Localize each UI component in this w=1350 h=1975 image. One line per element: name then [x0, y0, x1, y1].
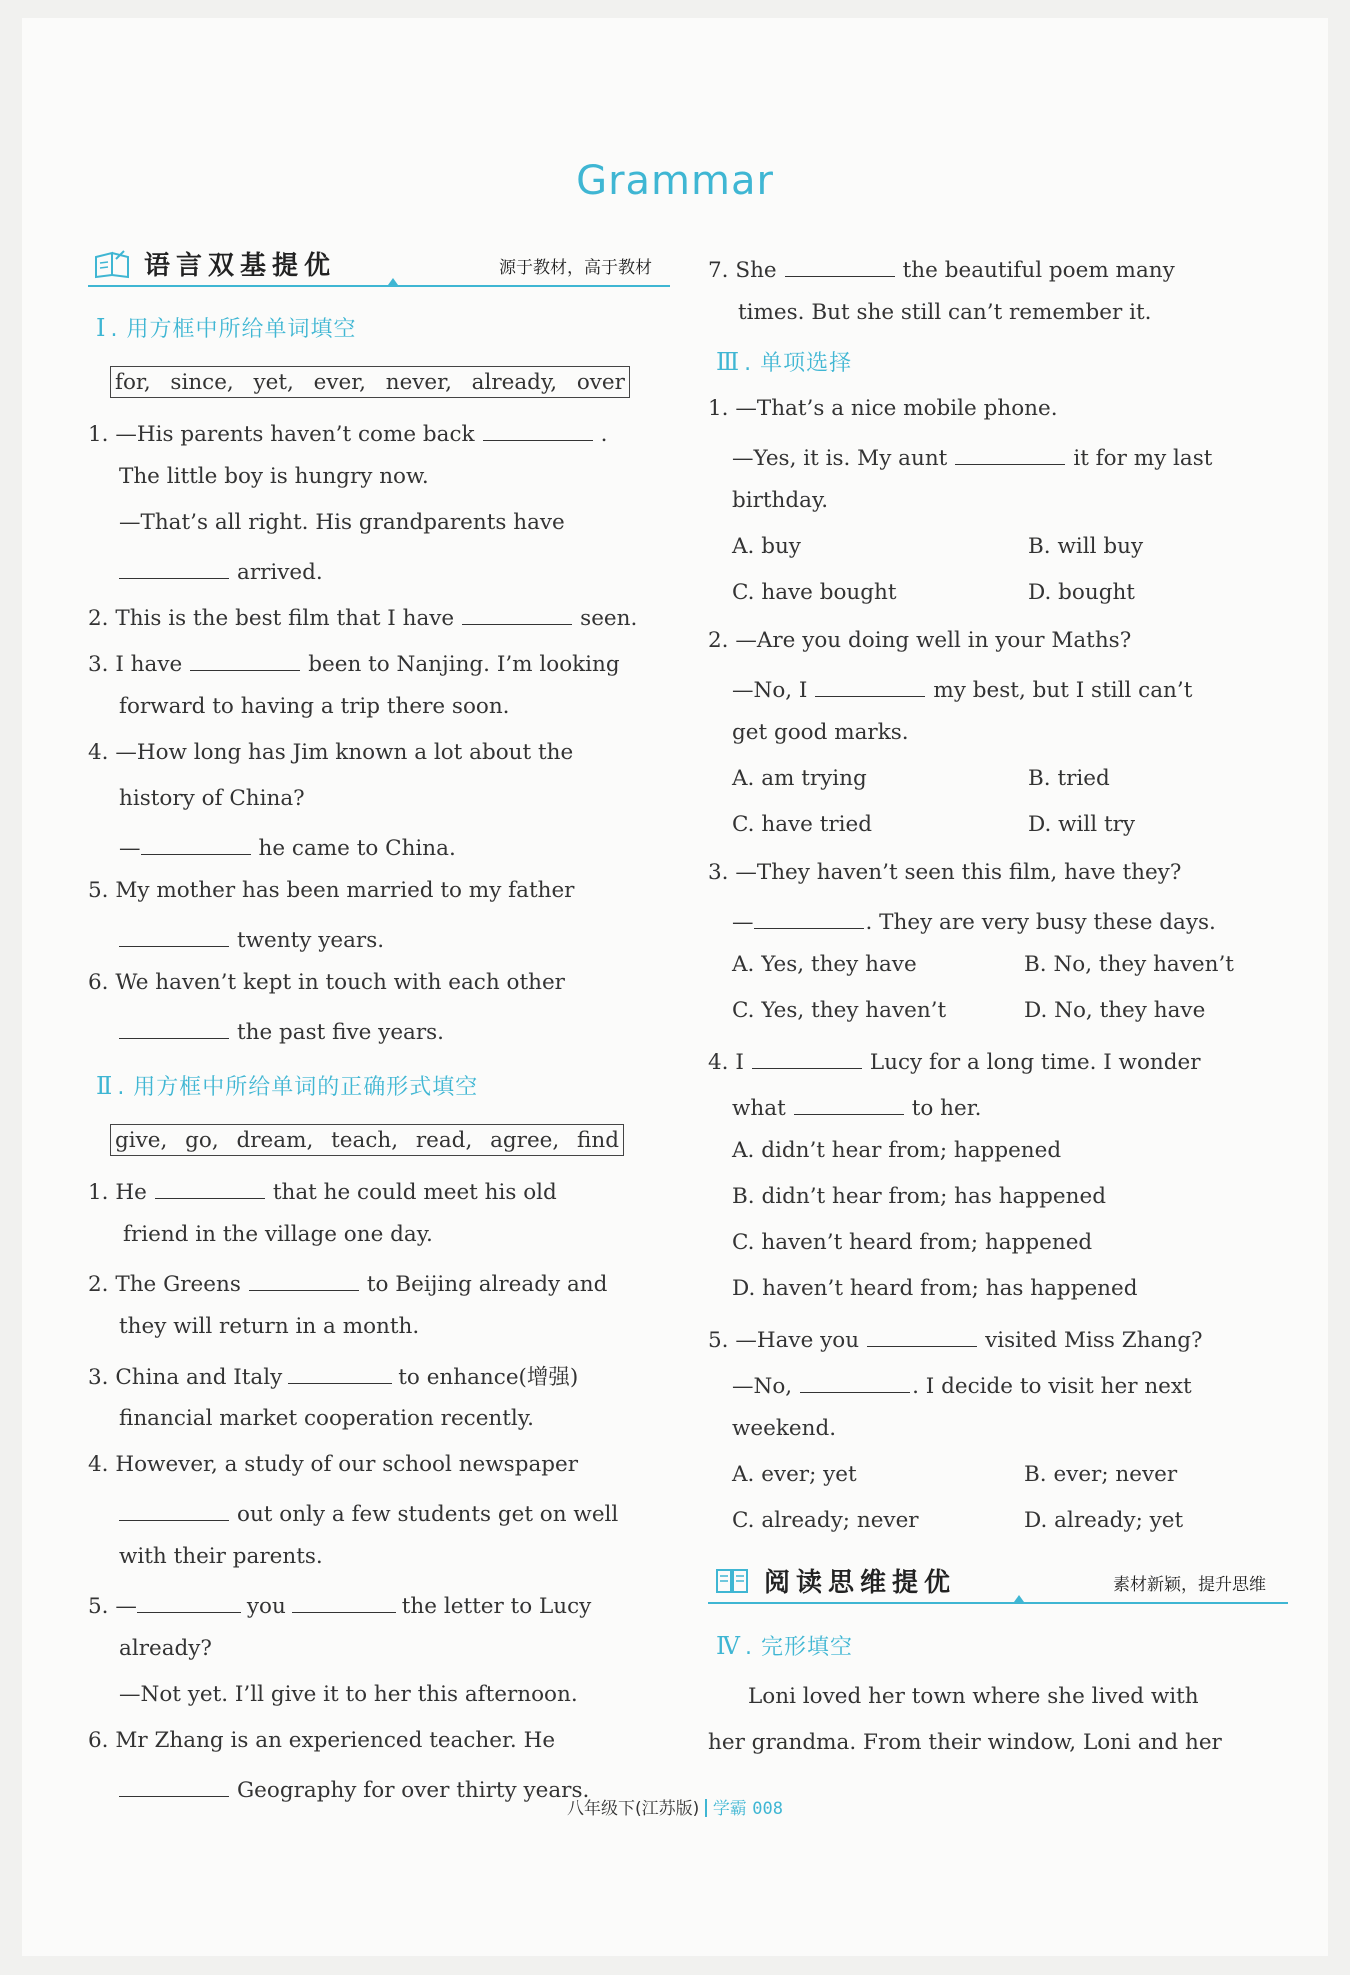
option-d[interactable]: D. will try: [1028, 812, 1136, 837]
question-2-2: [88, 1268, 648, 1297]
question-3-1: [708, 396, 1058, 421]
question-text: the beautiful poem many: [902, 258, 1175, 283]
answer-blank[interactable]: [137, 1590, 241, 1613]
question-text: visited Miss Zhang?: [985, 1328, 1203, 1353]
section-number: Ⅳ: [716, 1632, 741, 1660]
section-title: . 完形填空: [744, 1635, 853, 1660]
question-2-7: [708, 254, 1268, 283]
question-text: times. But she still can’t remember it.: [738, 300, 1152, 325]
answer-blank[interactable]: [800, 1370, 910, 1393]
question-3-4: [708, 1046, 1201, 1075]
passage-text: Loni loved her town where she lived with: [748, 1684, 1199, 1709]
question-text: —: [119, 836, 141, 861]
question-number: 5.: [88, 878, 109, 903]
question-text: —His parents haven’t come back: [115, 422, 475, 447]
brand-label: 学霸: [712, 1799, 747, 1819]
banner-reading: [708, 1560, 1288, 1604]
answer-blank[interactable]: [119, 1016, 229, 1039]
question-2-3: [88, 1360, 668, 1391]
banner-marker: [388, 278, 398, 285]
banner-underline: [708, 1602, 1288, 1604]
question-number: 7.: [708, 258, 729, 283]
question-number: 1.: [708, 396, 729, 421]
answer-blank[interactable]: [119, 1498, 229, 1521]
section-number: Ⅱ: [96, 1072, 114, 1100]
word-box-2: [110, 1124, 624, 1156]
question-text: I: [735, 1050, 744, 1075]
option-a[interactable]: A. am trying: [732, 766, 867, 791]
section-number: Ⅲ: [716, 348, 741, 376]
question-number: 3.: [88, 1365, 109, 1390]
question-number: 4.: [88, 1452, 109, 1477]
question-text: She: [735, 258, 777, 283]
word-box-1: [110, 366, 630, 398]
question-text: Geography for over thirty years.: [237, 1778, 590, 1803]
question-number: 2.: [88, 1272, 109, 1297]
question-text: friend in the village one day.: [123, 1222, 433, 1247]
question-text: twenty years.: [237, 928, 385, 953]
question-text: —Not yet. I’ll give it to her this afternoon.: [119, 1682, 578, 1707]
question-text: —: [732, 910, 754, 935]
question-text: —That’s a nice mobile phone.: [735, 396, 1058, 421]
word-option: since,: [170, 370, 234, 395]
option-b[interactable]: B. ever; never: [1024, 1462, 1178, 1487]
question-text: —Are you doing well in your Maths?: [735, 628, 1132, 653]
passage-text: her grandma. From their window, Loni and her: [708, 1730, 1222, 1755]
option-c[interactable]: C. already; never: [732, 1508, 919, 1533]
question-text: arrived.: [237, 560, 323, 585]
word-option: give,: [115, 1128, 168, 1153]
question-text: to her.: [911, 1096, 982, 1121]
answer-blank[interactable]: [190, 648, 300, 671]
open-book-icon: [714, 1564, 754, 1596]
word-option: teach,: [331, 1128, 399, 1153]
question-text: you: [246, 1594, 286, 1619]
question-1-3: [88, 648, 648, 677]
answer-blank[interactable]: [955, 442, 1065, 465]
question-1-2: [88, 602, 648, 631]
question-1-5: [88, 878, 648, 903]
question-text: —No, I: [732, 678, 808, 703]
question-text: financial market cooperation recently.: [119, 1406, 534, 1431]
question-number: 4.: [88, 740, 109, 765]
question-text: —: [115, 1594, 137, 1619]
banner-subtitle: 素材新颖，提升思维: [1113, 1575, 1266, 1595]
word-option: dream,: [236, 1128, 314, 1153]
answer-blank[interactable]: [815, 674, 925, 697]
grade-label: 八年级下(江苏版): [567, 1799, 700, 1819]
section-title: . 单项选择: [744, 351, 853, 376]
section-2-heading: [96, 1070, 478, 1101]
question-number: 3.: [708, 860, 729, 885]
question-text: . They are very busy these days.: [865, 910, 1216, 935]
question-number: 6.: [88, 970, 109, 995]
question-text: been to Nanjing. I’m looking: [308, 652, 620, 677]
answer-blank[interactable]: [785, 254, 895, 277]
word-option: agree,: [490, 1128, 560, 1153]
question-text: —Have you: [735, 1328, 860, 1353]
answer-blank[interactable]: [752, 1046, 862, 1069]
question-3-5: [708, 1324, 1203, 1353]
answer-blank[interactable]: [155, 1176, 265, 1199]
option-b[interactable]: B. will buy: [1028, 534, 1144, 559]
question-text: seen.: [580, 606, 638, 631]
option-a[interactable]: A. ever; yet: [732, 1462, 857, 1487]
question-text: —How long has Jim known a lot about the: [115, 740, 574, 765]
answer-blank[interactable]: [754, 906, 864, 929]
option-d[interactable]: D. No, they have: [1024, 998, 1206, 1023]
option-b[interactable]: B. didn’t hear from; has happened: [732, 1184, 1106, 1209]
question-text: We haven’t kept in touch with each other: [115, 970, 565, 995]
banner-underline: [88, 285, 670, 287]
question-text: it for my last: [1073, 446, 1213, 471]
banner-language-basics: [88, 243, 670, 287]
option-d[interactable]: D. bought: [1028, 580, 1135, 605]
word-option: find: [577, 1128, 619, 1153]
question-2-4: [88, 1452, 648, 1477]
option-d[interactable]: D. already; yet: [1024, 1508, 1184, 1533]
answer-blank[interactable]: [292, 1590, 396, 1613]
question-text: —They haven’t seen this film, have they?: [735, 860, 1182, 885]
word-option: go,: [185, 1128, 219, 1153]
workbook-page: [22, 18, 1328, 1956]
question-text: He: [115, 1180, 147, 1205]
banner-subtitle: 源于教材，高于教材: [499, 258, 652, 278]
question-text: The little boy is hungry now.: [119, 464, 429, 489]
question-text: birthday.: [732, 488, 829, 513]
question-number: 5.: [88, 1594, 109, 1619]
question-number: 5.: [708, 1328, 729, 1353]
question-text: This is the best film that I have: [115, 606, 455, 631]
question-number: 4.: [708, 1050, 729, 1075]
option-b[interactable]: B. No, they haven’t: [1024, 952, 1234, 977]
question-number: 3.: [88, 652, 109, 677]
question-2-5: [88, 1590, 668, 1619]
answer-blank[interactable]: [462, 602, 572, 625]
word-option: yet,: [253, 370, 294, 395]
question-3-2: [708, 628, 1131, 653]
option-c[interactable]: C. Yes, they haven’t: [732, 998, 947, 1023]
question-text: already?: [119, 1636, 212, 1661]
question-text: out only a few students get on well: [237, 1502, 619, 1527]
banner-title: 语言双基提优: [144, 251, 337, 281]
page-title: Grammar: [576, 158, 774, 204]
answer-blank[interactable]: [288, 1361, 392, 1384]
question-text: he came to China.: [258, 836, 456, 861]
option-c[interactable]: C. haven’t heard from; happened: [732, 1230, 1093, 1255]
question-text: my best, but I still can’t: [933, 678, 1193, 703]
question-1-4: [88, 740, 648, 765]
question-text: .: [600, 422, 608, 447]
question-number: 2.: [88, 606, 109, 631]
question-text: Lucy for a long time. I wonder: [869, 1050, 1201, 1075]
section-number: Ⅰ: [96, 314, 107, 342]
question-number: 2.: [708, 628, 729, 653]
question-text: they will return in a month.: [119, 1314, 420, 1339]
answer-blank[interactable]: [483, 418, 593, 441]
word-option: for,: [115, 370, 151, 395]
book-icon: [94, 247, 134, 279]
question-text: that he could meet his old: [272, 1180, 557, 1205]
section-3-heading: [716, 346, 852, 377]
answer-blank[interactable]: [119, 556, 229, 579]
banner-title: 阅读思维提优: [764, 1568, 957, 1598]
answer-blank[interactable]: [867, 1324, 977, 1347]
banner-marker: [1014, 1595, 1024, 1602]
question-text: history of China?: [119, 786, 305, 811]
word-option: ever,: [313, 370, 366, 395]
option-b[interactable]: B. tried: [1028, 766, 1110, 791]
section-4-heading: [716, 1630, 853, 1661]
question-1-1: [88, 418, 648, 447]
word-option: never,: [385, 370, 452, 395]
question-text: —Yes, it is. My aunt: [732, 446, 948, 471]
option-a[interactable]: A. Yes, they have: [732, 952, 917, 977]
footer-divider: [705, 1799, 707, 1817]
question-text: . I decide to visit her next: [912, 1374, 1192, 1399]
question-2-1: [88, 1176, 648, 1205]
option-d[interactable]: D. haven’t heard from; has happened: [732, 1276, 1138, 1301]
question-1-6: [88, 970, 648, 995]
question-2-6: [88, 1728, 648, 1753]
option-c[interactable]: C. have tried: [732, 812, 873, 837]
word-option: already,: [471, 370, 558, 395]
question-text: get good marks.: [732, 720, 909, 745]
question-text: My mother has been married to my father: [115, 878, 575, 903]
page-number: 008: [752, 1799, 783, 1819]
question-text: what: [732, 1096, 786, 1121]
section-title: . 用方框中所给单词的正确形式填空: [117, 1075, 479, 1100]
question-text: Mr Zhang is an experienced teacher. He: [115, 1728, 556, 1753]
question-number: 1.: [88, 422, 109, 447]
question-text: the past five years.: [237, 1020, 445, 1045]
question-text: China and Italy: [115, 1365, 283, 1390]
question-text: with their parents.: [119, 1544, 323, 1569]
page-footer: [22, 1794, 1328, 1819]
section-title: . 用方框中所给单词填空: [110, 317, 357, 342]
word-option: read,: [415, 1128, 473, 1153]
question-number: 6.: [88, 1728, 109, 1753]
question-text: —That’s all right. His grandparents have: [119, 510, 565, 535]
question-text: to Beijing already and: [366, 1272, 608, 1297]
question-text: weekend.: [732, 1416, 837, 1441]
option-c[interactable]: C. have bought: [732, 580, 897, 605]
answer-blank[interactable]: [249, 1268, 359, 1291]
question-text: the letter to Lucy: [401, 1594, 592, 1619]
question-number: 1.: [88, 1180, 109, 1205]
option-a[interactable]: A. didn’t hear from; happened: [732, 1138, 1062, 1163]
question-text: I have: [115, 652, 183, 677]
question-text: forward to having a trip there soon.: [119, 694, 510, 719]
section-1-heading: [96, 312, 356, 343]
option-a[interactable]: A. buy: [732, 534, 801, 559]
question-text: The Greens: [115, 1272, 241, 1297]
answer-blank[interactable]: [141, 832, 251, 855]
question-3-3: [708, 860, 1181, 885]
word-option: over: [576, 370, 625, 395]
question-text: However, a study of our school newspaper: [115, 1452, 579, 1477]
answer-blank[interactable]: [794, 1092, 904, 1115]
question-text: to enhance(增强): [398, 1365, 579, 1390]
question-text: —No,: [732, 1374, 793, 1399]
answer-blank[interactable]: [119, 924, 229, 947]
